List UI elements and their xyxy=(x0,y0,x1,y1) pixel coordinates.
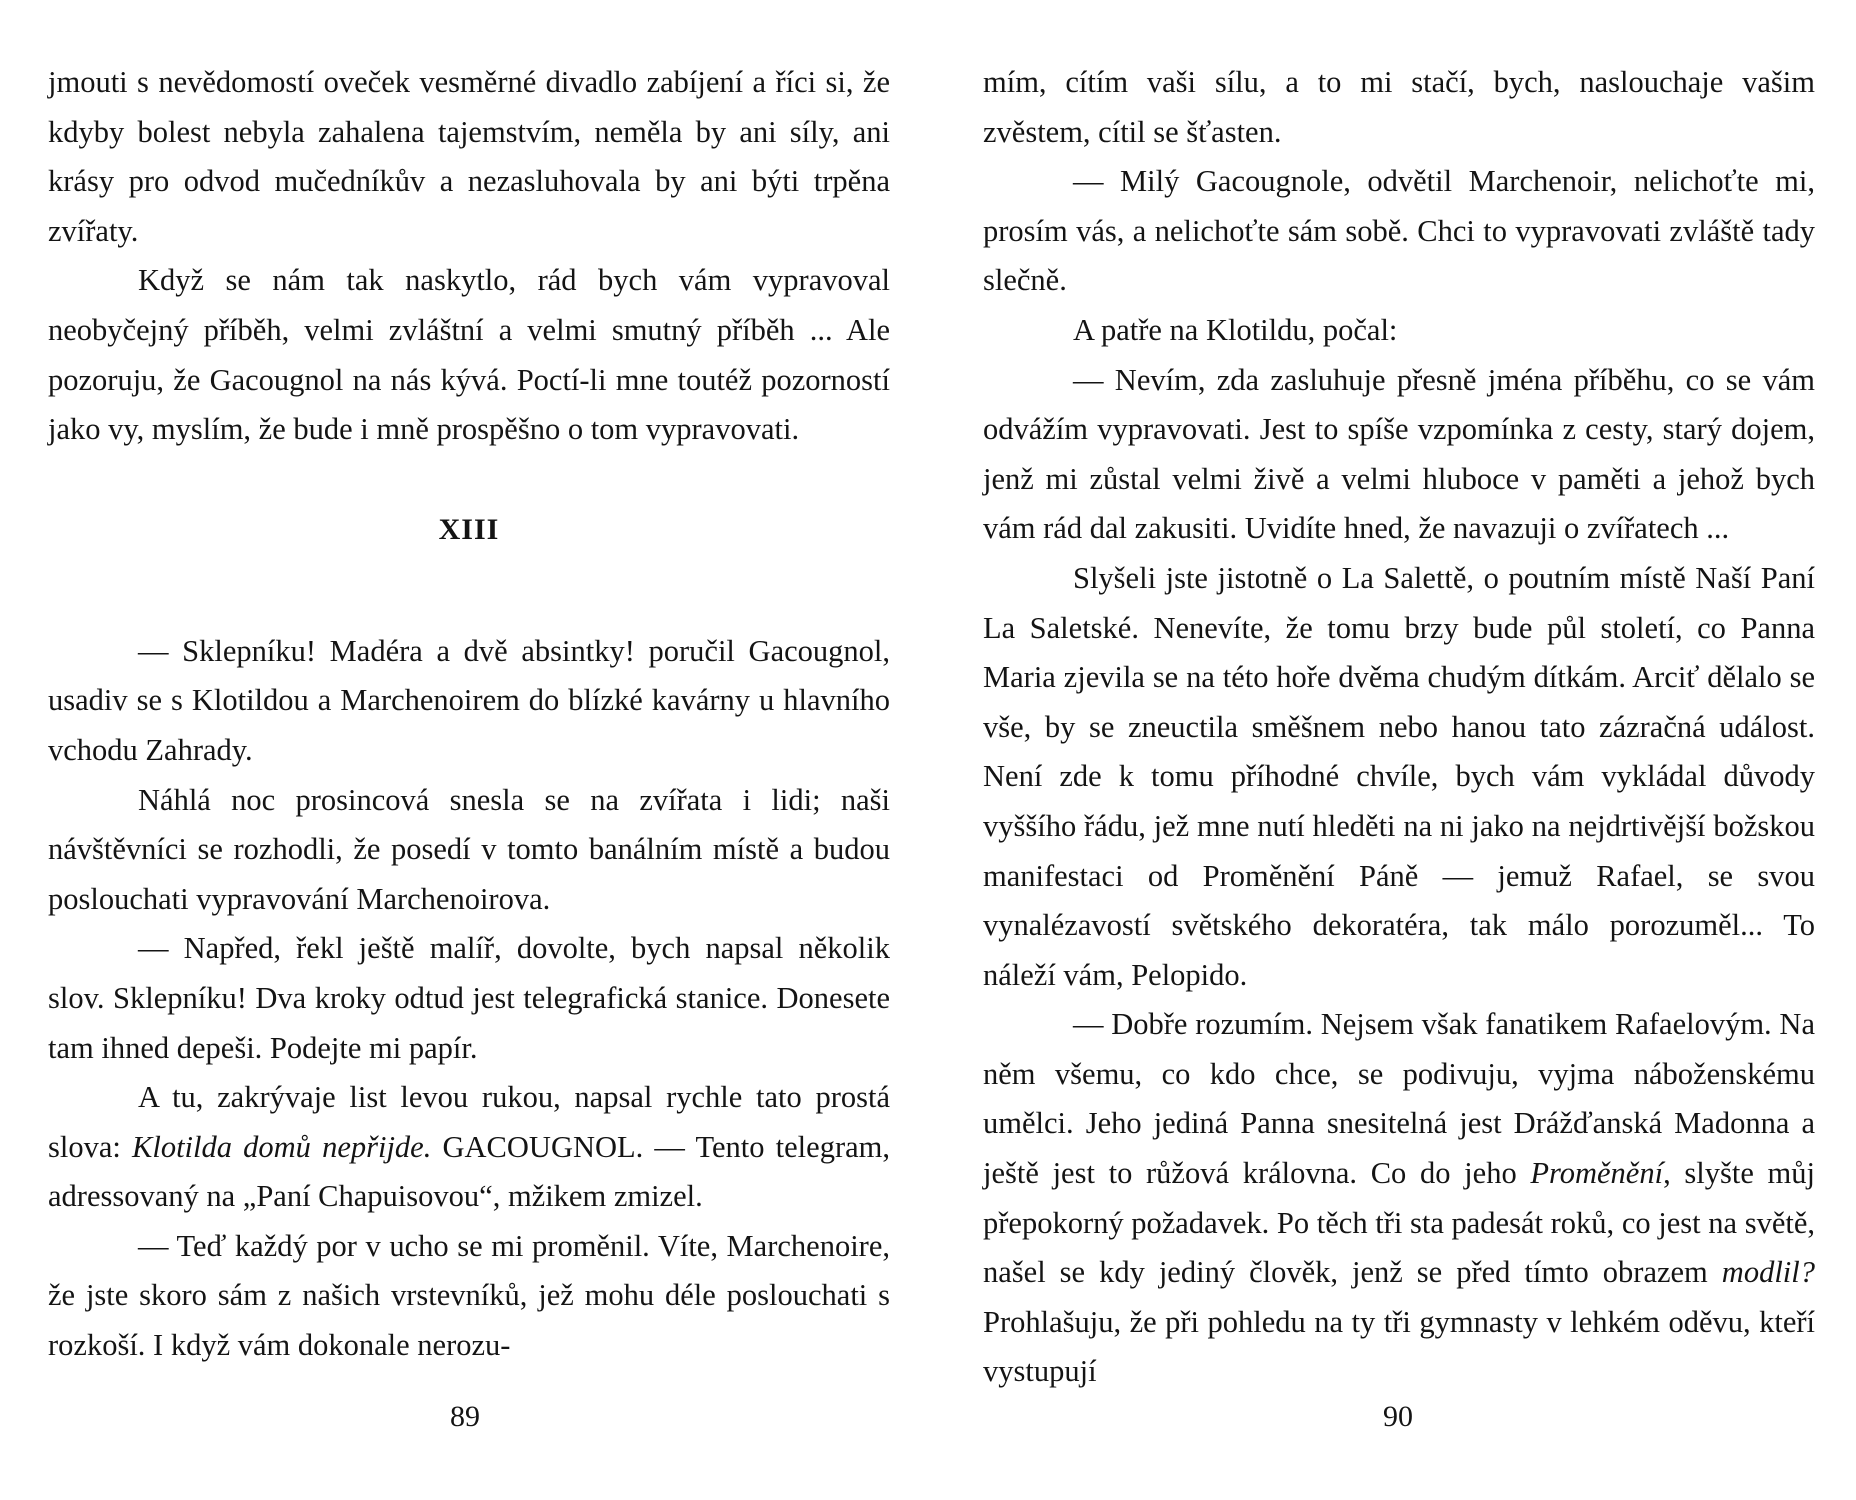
telegram-text-after: GACOUGNOL. — Tento telegram, adressovaný na „Paní Chapuisovou“, mžikem zmizel. xyxy=(48,1129,890,1214)
page-number-right: 90 xyxy=(1383,1400,1413,1433)
right-paragraph-4: — Nevím, zda zasluhuje přesně jména příběhu, co se vám odvážím vypravovati. Jest to spíše vzpomínka z cesty, starý dojem, jenž mi zůstal velmi živě a velmi hluboce v paměti a jehož bych vám rád dal zakusiti. Uvidíte hned, že navazuji o zvířatech ... xyxy=(983,362,1815,546)
left-page xyxy=(48,58,890,1371)
right-paragraph-5: Slyšeli jste jistotně o La Salettě, o poutním místě Naší Paní La Saletské. Nenevíte, že tomu brzy bude půl století, co Panna Maria zjevila se na této hoře dvěma chudým dítkám. Arciť dělalo se vše, by se zneuctila směšnem nebo hanou tato zázračná událost. Není zde k tomu příhodné chvíle, bych vám vykládal důvody vyššího řádu, jež mne nutí hleděti na ni jako na nejdrtivější božskou manifestaci od Proměnění Páně — jemuž Rafael, se svou vynalézavostí světského dekoratéra, tak málo porozuměl... To náleží vám, Pelopido. xyxy=(983,560,1815,992)
right-page xyxy=(983,58,1815,1397)
telegram-text-before: A tu, zakrývaje list levou rukou, napsal rychle tato prostá slova: xyxy=(48,1080,890,1164)
left-paragraph-7: — Teď každý por v ucho se mi proměnil. Víte, Marchenoire, že jste skoro sám z našich vrstevníků, jež mohu déle poslouchati s rozkoší. I když vám dokonale nerozu- xyxy=(48,1228,890,1363)
left-paragraph-5: — Napřed, řekl ještě malíř, dovolte, bych napsal několik slov. Sklepníku! Dva kroky odtud jest telegrafická stanice. Donesete tam ihned depeši. Podejte mi papír. xyxy=(48,931,890,1065)
rafael-text-part-2: , slyšte můj přepokorný požadavek. Po těch tři sta padesát roků, co jest na světě, našel se kdy jediný člověk, jenž se před tímto obrazem xyxy=(983,1156,1815,1290)
telegram-text-italic: Klotilda domů nepřijde. xyxy=(132,1129,432,1164)
left-paragraph-telegram xyxy=(48,1073,890,1222)
right-paragraph-1: mím, cítím vaši sílu, a to mi stačí, bych, naslouchaje vašim zvěstem, cítil se šťasten. xyxy=(983,65,1815,149)
left-paragraph-4: Náhlá noc prosincová snesla se na zvířata i lidi; naši návštěvníci se rozhodli, že posedí v tomto banálním místě a budou poslouchati vypravování Marchenoirova. xyxy=(48,782,890,916)
left-paragraph-3: — Sklepníku! Madéra a dvě absintky! poručil Gacougnol, usadiv se s Klotildou a Marchenoirem do blízké kavárny u hlavního vchodu Zahrady. xyxy=(48,633,890,767)
rafael-text-italic-2: modlil? xyxy=(1721,1255,1815,1290)
right-paragraph-rafael xyxy=(983,1000,1815,1397)
left-paragraph-2: Když se nám tak naskytlo, rád bych vám vypravoval neobyčejný příběh, velmi zvláštní a velmi smutný příběh ... Ale pozoruju, že Gacougnol na nás kývá. Poctí-li mne toutéž pozorností jako vy, myslím, že bude i mně prospěšno o tom vypravovati. xyxy=(48,263,890,447)
right-paragraph-3: A patře na Klotildu, počal: xyxy=(1073,312,1398,347)
left-paragraph-1: jmouti s nevědomostí oveček vesměrné divadlo zabíjení a říci si, že kdyby bolest nebyla zahalena tajemstvím, neměla by ani síly, ani krásy pro odvod mučedníkův a nezasluhovala by ani býti trpěna zvířaty. xyxy=(48,65,890,248)
right-paragraph-2: — Milý Gacougnole, odvětil Marchenoir, nelichoťte mi, prosím vás, a nelichoťte sám sobě. Chci to vypravovati zvláště tady slečně. xyxy=(983,164,1815,298)
chapter-heading: XIII xyxy=(438,512,500,546)
rafael-text-italic-1: Proměnění xyxy=(1530,1156,1664,1191)
rafael-text-part-3: Prohlašuju, že při pohledu na ty tři gymnasty v lehkém oděvu, kteří vystupují xyxy=(983,1304,1815,1389)
rafael-text-part-1: — Dobře rozumím. Nejsem však fanatikem Rafaelovým. Na něm všemu, co kdo chce, se podivuju, vyjma náboženskému umělci. Jeho jediná Panna snesitelná jest Drážďanská Madonna a ještě jest to růžová královna. Co do jeho xyxy=(983,1007,1815,1191)
page-number-left: 89 xyxy=(450,1400,480,1433)
